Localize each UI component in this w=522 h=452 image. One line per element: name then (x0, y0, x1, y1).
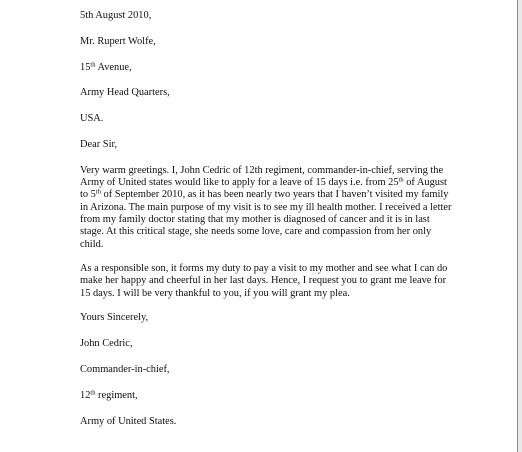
paragraph-line: As a responsible son, it forms my duty to pay a visit to my mother and see what I can do (80, 263, 448, 275)
paragraph-line: in Arizona. The main purpose of my visit is to see my ill health mother. I received a letter (80, 201, 452, 213)
paragraph-line: stage. At this critical stage, she needs some love, care and compassion from her only (80, 226, 432, 238)
regiment-suffix: th (90, 389, 96, 397)
text-run: to 5 (80, 189, 96, 201)
paragraph-line: child. (80, 238, 104, 250)
signature-name: John Cedric, (80, 338, 133, 350)
signature-regiment (80, 390, 466, 402)
date-suffix: th (95, 188, 101, 196)
street-number: 15 (80, 61, 91, 73)
body-paragraph-1 (80, 165, 466, 251)
text-run: of August (403, 177, 447, 189)
street-name: Avenue, (95, 61, 132, 73)
recipient-street (80, 62, 466, 74)
paragraph-line: Very warm greetings. I, John Cedric of 12th regiment, commander-in-chief, serving the (80, 164, 444, 176)
signature-organization: Army of United States. (80, 415, 177, 427)
body-paragraph-2 (80, 263, 466, 300)
text-run: Army of United states would like to apply for a leave of 15 days i.e. from 25 (80, 177, 399, 189)
letter (80, 10, 466, 428)
recipient-country: USA. (80, 113, 104, 125)
paragraph-line: 15 days. I will be very thankful to you, if you will grant my plea. (80, 287, 350, 299)
paragraph-line (80, 177, 466, 189)
recipient-name: Mr. Rupert Wolfe, (80, 35, 156, 47)
date-suffix: th (398, 176, 404, 184)
street-number-suffix: th (90, 61, 96, 69)
regiment-number: 12 (80, 389, 91, 401)
signature-title: Commander-in-chief, (80, 363, 170, 375)
recipient-office: Army Head Quarters, (80, 87, 170, 99)
paragraph-line: make her happy and cheerful in her last days. Hence, I request you to grant me leave for (80, 275, 447, 287)
paragraph-line (80, 189, 466, 201)
closing: Yours Sincerely, (80, 312, 149, 324)
regiment-name: regiment, (95, 389, 138, 401)
paragraph-line: from my family doctor stating that my mother is diagnosed of cancer and it is in last (80, 213, 430, 225)
letter-date: 5th August 2010, (80, 10, 152, 21)
salutation: Dear Sir, (80, 138, 118, 150)
text-run: of September 2010, as it has been nearly two years that I haven’t visited my family (100, 189, 449, 201)
